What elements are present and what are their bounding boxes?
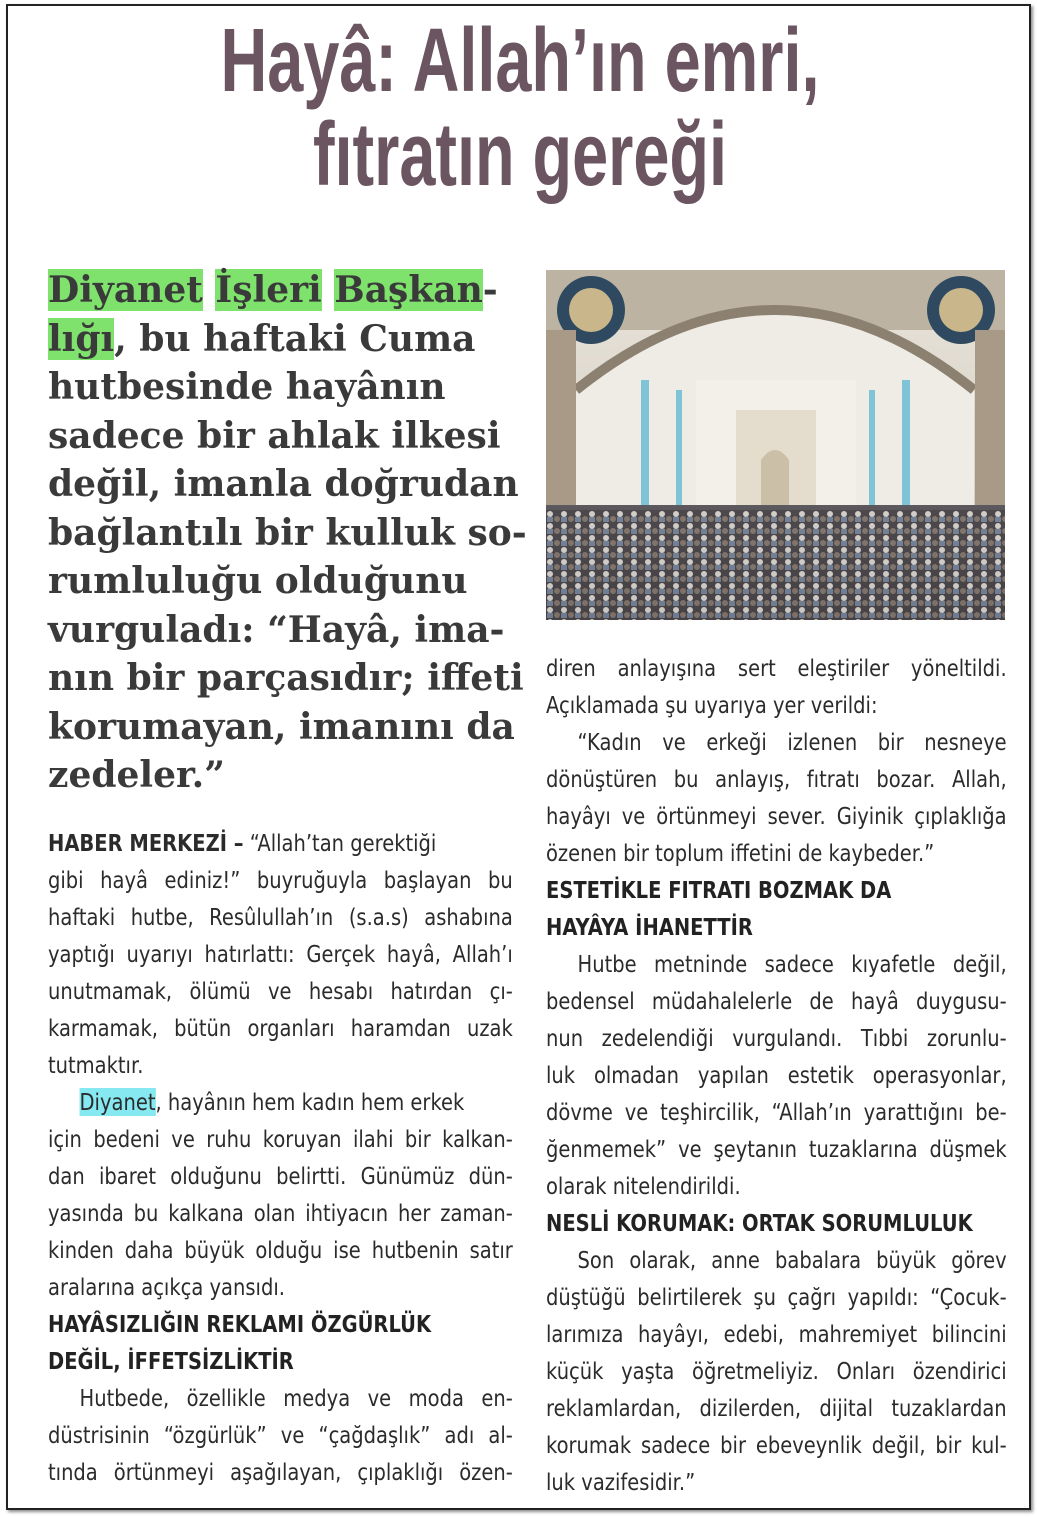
subheading-estetik: ESTETİKLE FITRATI BOZMAK DA <box>546 876 892 904</box>
highlight-diyanet-body: Diyanet <box>79 1088 156 1116</box>
headline-line-2: fıtratın gereği <box>312 105 728 205</box>
subheading-nesli-korumak: NESLİ KORUMAK: ORTAK SORUMLULUK <box>546 1209 973 1237</box>
subheading-hayasizlik: HAYÂSIZLIĞIN REKLAMI ÖZGÜRLÜK <box>48 1310 432 1338</box>
headline-line-1: Hayâ: Allah’ın emri, <box>220 11 820 111</box>
subheading-hayasizlik-2: DEĞİL, İFFETSİZLİKTİR <box>48 1347 294 1375</box>
headline <box>160 11 880 205</box>
highlight-baskan: Başkan <box>334 269 483 311</box>
body-column-left: HABER MERKEZİ – “Allah’tan gerektiği gibi hayâ ediniz!” buyruğuyla başlayan bu haftaki hutbe, Resûlullah’ın (s.a.s) ashabına yaptığı uyarıyı hatırlattı: Gerçek hayâ, Allah’ı unutmamak, ölümü ve hesabı hatırdan çı- karmamak, bütün organları haramdan uzak tutmaktır. Diyanet, hayânın hem kadın hem erkek için bedeni ve ruhu koruyan ilahi bir kalkan- dan ibaret olduğunu belirtti. Günümüz dün- yasında bu kalkana olan ihtiyacın her zaman- kinden daha büyük olduğu ise hutbenin satır aralarına açıkça yansıdı. HAYÂSIZLIĞIN REKLAMI ÖZGÜRLÜK DEĞİL, İFFETSİZLİKTİR Hutbede, özellikle medya ve moda en- düstrisinin “özgürlük” ve “çağdaşlık” adı al- tında örtünmeyi aşağılayan, çıplaklığı özen- <box>48 829 513 1486</box>
highlight-isleri: İşleri <box>215 269 322 311</box>
quote-block: “Kadın ve erkeği izlenen bir nesneye <box>577 728 1007 756</box>
subheading-estetik-2: HAYÂYA İHANETTİR <box>546 913 753 941</box>
mosque-prayer-photo <box>546 270 1005 620</box>
highlight-diyanet: Diyanet <box>48 269 203 311</box>
highlight-ligi: lığı <box>48 317 115 360</box>
dateline: HABER MERKEZİ – <box>48 829 244 857</box>
lead-paragraph: Diyanet İşleri Başkan- lığı, bu haftaki Cuma hutbesinde hayânın sadece bir ahlak ilkesi değil, imanla doğrudan bağlantılı bir kulluk so- rumluluğu olduğunu vurguladı: “Hayâ, ima- nın bir parçasıdır; iffeti korumayan, imanını da zedeler.” <box>48 269 527 796</box>
body-column-right: diren anlayışına sert eleştiriler yöneltildi. Açıklamada şu uyarıya yer verildi: “Kadın ve erkeği izlenen bir nesneye dönüştüren bu anlayış, fıtratı bozar. Allah, hayâyı ve örtünmeyi sever. Giyinik çıplaklığa özenen bir toplum iffetini de kaybeder.” ESTETİKLE FITRATI BOZMAK DA HAYÂYA İHANETTİR Hutbe metninde sadece kıyafetle değil, bedensel müdahalelerle de hayâ duygusu- nun zedelendiği vurgulandı. Tıbbi zorunlu- luk olmadan yapılan estetik operasyonlar, dövme ve teşhircilik, “Allah’ın yarattığını be- ğenmemek” ve şeytanın tuzaklarına düşmek olarak nitelendirildi. NESLİ KORUMAK: ORTAK SORUMLULUK Son olarak, anne babalara büyük görev düştüğü belirtilerek şu çağrı yapıldı: “Çocuk- larımıza hayâyı, edebi, mahremiyet bilincini küçük yaşta öğretmeliyiz. Onları özendirici reklamlardan, dizilerden, dijital tuzaklardan korumak sadece bir ebeveynlik değil, bir kul- luk vazifesidir.” <box>546 654 1007 1496</box>
